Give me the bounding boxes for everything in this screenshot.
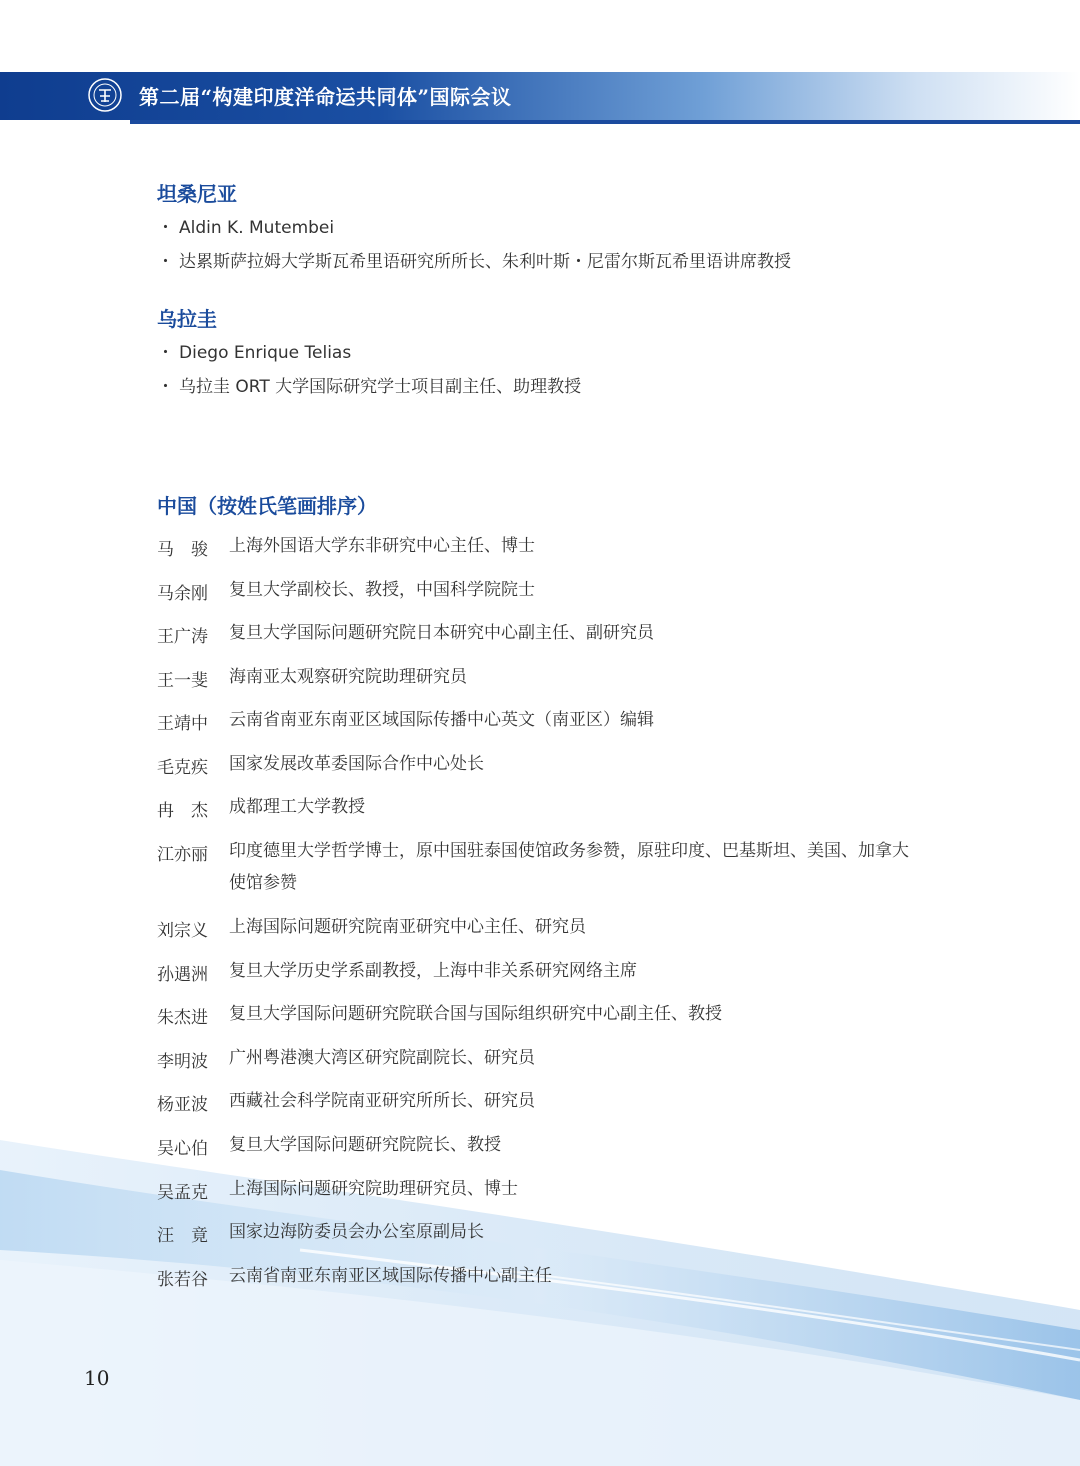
section-title-china: 中国（按姓氏笔画排序） [157, 494, 377, 518]
person-name: 王靖中 [157, 714, 208, 734]
person-desc: 复旦大学国际问题研究院联合国与国际组织研究中心副主任、教授 [229, 1004, 722, 1024]
person-name: 吴孟克 [157, 1183, 208, 1203]
person-desc: 国家发展改革委国际合作中心处长 [229, 754, 484, 774]
person-desc: 上海国际问题研究院助理研究员、博士 [229, 1179, 518, 1199]
bullet-icon: ・ [157, 252, 174, 272]
person-desc: 印度德里大学哲学博士，原中国驻泰国使馆政务参赞，原驻印度、巴基斯坦、美国、加拿大使馆参赞 [229, 841, 909, 893]
document-title: 第二届“构建印度洋命运共同体”国际会议 [139, 85, 512, 109]
person-desc: 复旦大学历史学系副教授，上海中非关系研究网络主席 [229, 961, 637, 981]
person-desc: 海南亚太观察研究院助理研究员 [229, 667, 467, 687]
section-title-tanzania: 坦桑尼亚 [157, 182, 237, 206]
person-desc: 广州粤港澳大湾区研究院副院长、研究员 [229, 1048, 535, 1068]
header-rule [130, 120, 1080, 124]
person-desc: 云南省南亚东南亚区域国际传播中心副主任 [229, 1266, 552, 1286]
person-name: 朱杰进 [157, 1008, 208, 1028]
bullet-icon: ・ [157, 377, 174, 397]
person-desc: 复旦大学国际问题研究院院长、教授 [229, 1135, 501, 1155]
person-name: 马 骏 [157, 540, 208, 560]
tanzania-delegate-title: ・ 达累斯萨拉姆大学斯瓦希里语研究所所长、朱利叶斯・尼雷尔斯瓦希里语讲席教授 [157, 247, 791, 272]
person-desc: 上海国际问题研究院南亚研究中心主任、研究员 [229, 917, 586, 937]
uruguay-delegate-name: ・ Diego Enrique Telias [157, 338, 351, 363]
person-name: 王一斐 [157, 671, 208, 691]
person-name: 江亦丽 [157, 845, 208, 865]
page-number: 10 [84, 1366, 110, 1390]
section-title-uruguay: 乌拉圭 [157, 307, 217, 331]
person-name: 李明波 [157, 1052, 208, 1072]
person-name: 毛克疾 [157, 758, 208, 778]
person-desc: 成都理工大学教授 [229, 797, 365, 817]
person-desc: 上海外国语大学东非研究中心主任、博士 [229, 536, 535, 556]
person-name: 孙遇洲 [157, 965, 208, 985]
person-name: 马余刚 [157, 584, 208, 604]
person-name: 王广涛 [157, 627, 208, 647]
person-desc: 复旦大学副校长、教授，中国科学院院士 [229, 580, 535, 600]
person-name: 汪 竟 [157, 1226, 208, 1246]
person-desc: 西藏社会科学院南亚研究所所长、研究员 [229, 1091, 535, 1111]
person-desc: 复旦大学国际问题研究院日本研究中心副主任、副研究员 [229, 623, 654, 643]
person-name: 杨亚波 [157, 1095, 208, 1115]
person-name: 刘宗义 [157, 921, 208, 941]
bullet-icon: ・ [157, 343, 174, 363]
person-desc: 云南省南亚东南亚区域国际传播中心英文（南亚区）编辑 [229, 710, 654, 730]
tanzania-delegate-name: ・ Aldin K. Mutembei [157, 213, 334, 238]
person-name: 吴心伯 [157, 1139, 208, 1159]
uruguay-delegate-title: ・ 乌拉圭 ORT 大学国际研究学士项目副主任、助理教授 [157, 372, 581, 397]
person-name: 冉 杰 [157, 801, 208, 821]
person-desc: 国家边海防委员会办公室原副局长 [229, 1222, 484, 1242]
university-seal-icon [88, 78, 122, 112]
person-name: 张若谷 [157, 1270, 208, 1290]
bullet-icon: ・ [157, 218, 174, 238]
